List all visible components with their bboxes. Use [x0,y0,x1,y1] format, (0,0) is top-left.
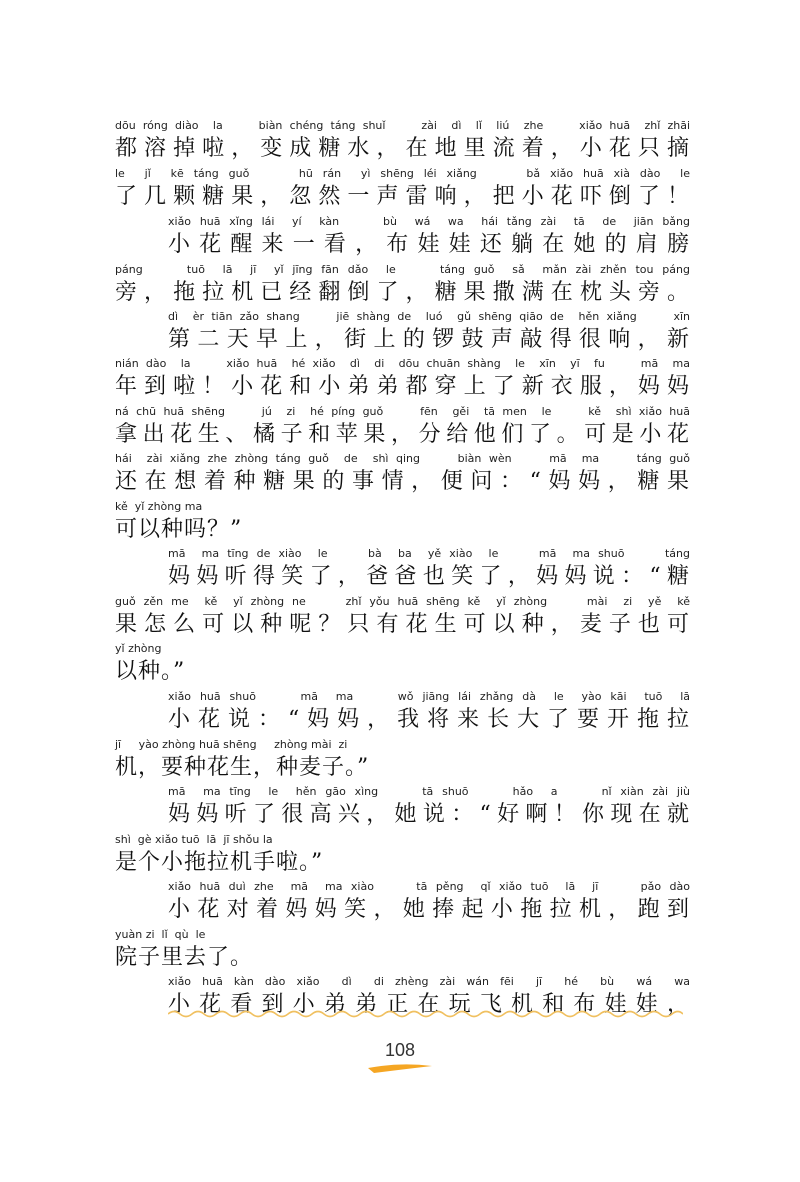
pinyin-row: jī yào zhòng huā shēng zhòng mài zi [115,738,348,751]
text-line-10 [168,546,690,592]
text-line-14 [115,737,690,783]
hanzi-row: 机，要种花生，种麦子。” [115,755,370,780]
pinyin-row: xiǎo huā duì zhe mā ma xiào tā pěng qǐ xiǎo tuō lā jī pǎo dào [168,880,690,893]
hanzi-row: 果怎么可以种呢？只有花生可以种，麦子也可 [115,612,690,637]
text-line-8 [115,451,690,497]
pinyin-row: xiǎo huā shuō mā ma wǒ jiāng lái zhǎng dà le yào kāi tuō lā [168,690,690,703]
hanzi-row: 可以种吗？” [115,517,243,542]
hanzi-row: 都溶掉啦，变成糖水，在地里流着，小花只摘 [115,136,690,161]
text-line-16 [115,832,690,878]
pinyin-row: mā ma tīng de xiào le bà ba yě xiào le mā ma shuō táng [168,547,690,560]
pinyin-row: ná chū huā shēng jú zi hé píng guǒ fēn gěi tā men le kě shì xiǎo huā [115,405,690,418]
pinyin-row: shì gè xiǎo tuō lā jī shǒu la [115,833,273,846]
pinyin-row: mā ma tīng le hěn gāo xìng tā shuō hǎo a nǐ xiàn zài jiù [168,785,690,798]
hanzi-row: 还在想着种糖果的事情，便问：“妈妈，糖果 [115,469,690,494]
text-line-5 [168,309,690,355]
text-line-11 [115,594,690,640]
hanzi-row: 旁，拖拉机已经翻倒了，糖果撒满在枕头旁。 [115,280,690,305]
text-line-15 [168,784,690,830]
pinyin-row: xiǎo huā xǐng lái yí kàn bù wá wa hái tǎng zài tā de jiān bǎng [168,215,690,228]
pinyin-row: xiǎo huā kàn dào xiǎo dì di zhèng zài wán fēi jī hé bù wá wa [168,975,690,988]
hanzi-row: 是个小拖拉机手啦。” [115,850,324,875]
text-line-17 [168,879,690,925]
text-line-18 [115,927,690,973]
text-line-7 [115,404,690,450]
hanzi-row: 小花醒来一看，布娃娃还躺在她的肩膀 [168,232,690,257]
hanzi-row: 院子里去了。 [115,945,254,970]
text-line-9 [115,499,690,545]
pinyin-row: le jǐ kē táng guǒ hū rán yì shēng léi xiǎng bǎ xiǎo huā xià dào le [115,167,690,180]
pinyin-row: páng tuō lā jī yǐ jīng fān dǎo le táng guǒ sǎ mǎn zài zhěn tou páng [115,263,690,276]
hanzi-row: 小花看到小弟弟正在玩飞机和布娃娃， [168,992,690,1017]
pinyin-row: yuàn zi lǐ qù le [115,928,206,941]
pinyin-row: dì èr tiān zǎo shang jiē shàng de luó gǔ shēng qiāo de hěn xiǎng xīn [168,310,690,323]
pinyin-row: guǒ zěn me kě yǐ zhòng ne zhǐ yǒu huā shēng kě yǐ zhòng mài zi yě kě [115,595,690,608]
hanzi-row: 妈妈听了很高兴，她说：“好啊！你现在就 [168,802,690,827]
hanzi-row: 小花说：“妈妈，我将来长大了要开拖拉 [168,707,690,732]
pinyin-row: hái zài xiǎng zhe zhòng táng guǒ de shì qing biàn wèn mā ma táng guǒ [115,452,690,465]
page-number-swoosh-decoration [366,1062,434,1074]
hanzi-row: 第二天早上，街上的锣鼓声敲得很响，新 [168,327,690,352]
pinyin-row: dōu róng diào la biàn chéng táng shuǐ zài dì lǐ liú zhe xiǎo huā zhǐ zhāi [115,119,690,132]
hanzi-row: 以种。” [115,659,186,684]
text-line-4 [115,262,690,308]
hanzi-row: 了几颗糖果，忽然一声雷响，把小花吓倒了！ [115,184,690,209]
pinyin-row: yǐ zhòng [115,642,162,655]
page-number: 108 [384,1040,416,1060]
text-line-12 [115,641,690,687]
text-line-2 [115,166,690,212]
text-line-3 [168,214,690,260]
text-line-1 [115,118,690,164]
pinyin-row: kě yǐ zhòng ma [115,500,203,513]
hanzi-row: 拿出花生、橘子和苹果，分给他们了。可是小花 [115,422,690,447]
hanzi-row: 妈妈听得笑了，爸爸也笑了，妈妈说：“糖 [168,564,690,589]
text-line-6 [115,356,690,402]
hanzi-row: 小花对着妈妈笑，她捧起小拖拉机，跑到 [168,897,690,922]
wavy-underline-decoration [168,1009,683,1019]
pinyin-row: nián dào la xiǎo huā hé xiǎo dì di dōu chuān shàng le xīn yī fu mā ma [115,357,690,370]
text-line-13 [168,689,690,735]
hanzi-row: 年到啦！小花和小弟弟都穿上了新衣服，妈妈 [115,374,690,399]
